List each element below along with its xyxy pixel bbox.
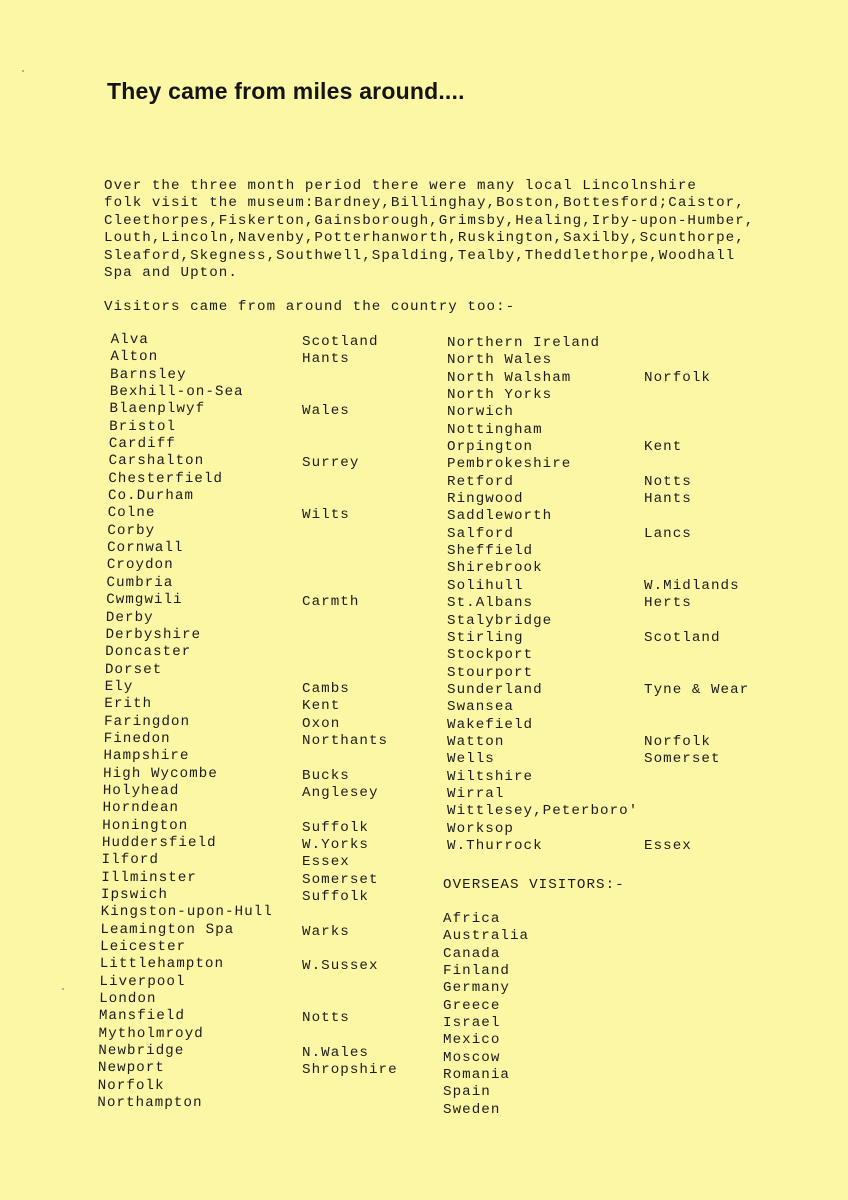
right-places-entry: Sunderland (447, 681, 543, 698)
right-places-entry: Solihull (447, 577, 524, 594)
right-places-entry: Swansea (447, 699, 514, 716)
left-places-entry: Leamington Spa (100, 921, 235, 938)
left-regions-entry: Northants (302, 732, 389, 749)
left-places-entry: High Wycombe (102, 765, 219, 782)
left-places-entry: Mytholmroyd (98, 1025, 204, 1042)
right-places-entry: Wells (447, 751, 495, 768)
left-regions-entry: Shropshire (302, 1062, 398, 1079)
left-regions-entry (302, 525, 398, 542)
left-places-entry: Chesterfield (108, 470, 224, 487)
right-places-entry: Nottingham (447, 421, 543, 438)
left-regions-entry: Oxon (302, 715, 341, 732)
right-places-entry: Stockport (447, 647, 534, 664)
left-places-entry: Derbyshire (105, 626, 202, 643)
left-places-entry: Hampshire (103, 748, 190, 765)
right-regions-entry (644, 769, 749, 786)
left-places-entry: Doncaster (105, 644, 192, 661)
right-places-entry: Stourport (447, 664, 534, 681)
right-places-entry: Shirebrook (447, 560, 543, 577)
right-regions-entry (644, 613, 749, 630)
left-regions-entry (302, 438, 398, 455)
left-regions-entry: Essex (302, 854, 350, 871)
left-places-entry: Derby (105, 609, 154, 626)
overseas-entry: Finland (443, 963, 510, 980)
right-places-entry: North Walsham (447, 369, 572, 386)
left-places-entry: Co.Durham (107, 488, 195, 505)
left-regions-entry (302, 906, 398, 923)
left-regions-entry: Warks (302, 923, 350, 940)
left-places-entry: Corby (107, 522, 156, 539)
left-places-entry: Leicester (99, 939, 187, 956)
left-regions-entry (302, 473, 398, 490)
right-regions-entry (644, 387, 749, 404)
right-regions-entry (644, 422, 749, 439)
right-places-entry: St.Albans (447, 595, 534, 612)
left-regions-entry: Hants (302, 351, 350, 368)
right-places-entry: Sheffield (447, 543, 534, 560)
right-regions-entry (644, 560, 749, 577)
left-places-entry: Cwmgwili (105, 592, 183, 609)
right-regions-entry: Somerset (644, 751, 721, 768)
right-regions-entry: W.Midlands (644, 577, 740, 594)
left-places-entry: Norfolk (97, 1077, 165, 1094)
right-regions-entry: Essex (644, 837, 692, 854)
left-places-entry: London (99, 991, 157, 1008)
left-regions-entry: Wales (302, 403, 350, 420)
left-regions-entry (302, 490, 398, 507)
left-regions-entry: Suffolk (302, 889, 369, 905)
left-regions-entry (302, 629, 398, 646)
left-places-entry: Bexhill-on-Sea (109, 384, 244, 401)
overseas-entry: Romania (443, 1067, 510, 1084)
right-regions-entry (644, 786, 749, 803)
right-regions-entry (644, 717, 749, 734)
right-places-entry: Wirral (447, 785, 505, 802)
right-places-entry: Norwich (447, 404, 514, 421)
left-regions-entry (302, 577, 398, 594)
left-regions-entry (302, 1097, 398, 1114)
right-regions-entry (644, 508, 749, 525)
right-regions-entry: Hants (644, 491, 692, 508)
right-regions-entry (644, 352, 749, 369)
left-places-entry: Faringdon (103, 713, 191, 730)
right-places-column (447, 335, 638, 855)
left-places-entry: Bristol (109, 418, 177, 435)
right-regions-entry (644, 543, 749, 560)
left-regions-entry: Wilts (302, 507, 350, 524)
left-places-entry: Alva (110, 332, 150, 348)
left-regions-entry (302, 1028, 398, 1045)
right-regions-entry (644, 803, 749, 820)
left-regions-entry: Kent (302, 698, 341, 715)
right-places-entry: Ringwood (447, 491, 524, 508)
country-heading: Visitors came from around the country too:- (104, 299, 516, 315)
left-regions-entry: Cambs (302, 680, 350, 697)
right-regions-entry (644, 665, 749, 682)
left-regions-entry: Bucks (302, 767, 350, 784)
right-regions-entry: Kent (644, 439, 683, 456)
left-places-entry: Ipswich (100, 887, 169, 903)
left-places-entry: Erith (104, 696, 153, 713)
paper-speck (22, 70, 24, 72)
overseas-entry: Greece (443, 997, 501, 1014)
left-regions-entry (302, 421, 398, 438)
overseas-heading: OVERSEAS VISITORS:- (443, 877, 625, 893)
left-places-entry: Finedon (103, 730, 171, 747)
left-places-entry: Carshalton (108, 453, 205, 470)
left-places-entry: Croydon (106, 557, 174, 574)
overseas-entry: Sweden (443, 1101, 501, 1118)
left-places-entry: Northampton (97, 1095, 203, 1112)
left-regions-entry (302, 941, 398, 958)
right-regions-entry (644, 456, 749, 473)
right-places-entry: Stalybridge (447, 612, 553, 629)
left-regions-entry (302, 1080, 398, 1097)
overseas-entry: Israel (443, 1015, 501, 1032)
right-regions-entry (644, 335, 749, 352)
overseas-entry: Mexico (443, 1032, 501, 1049)
right-places-entry: Northern Ireland (447, 335, 601, 351)
left-regions-entry: Anglesey (302, 784, 379, 801)
left-regions-entry (302, 386, 398, 403)
left-regions-entry (302, 369, 398, 386)
left-regions-entry: W.Sussex (302, 958, 379, 975)
left-regions-entry (302, 664, 398, 681)
left-places-entry: Mansfield (98, 1008, 186, 1025)
overseas-entry: Spain (443, 1084, 491, 1101)
right-regions-entry: Norfolk (644, 733, 711, 750)
right-places-entry: Wakefield (447, 716, 534, 733)
left-places-column (97, 332, 283, 1112)
overseas-column (443, 911, 529, 1119)
right-places-entry: Saddleworth (447, 508, 553, 525)
left-regions-entry (302, 802, 398, 819)
right-places-entry: Watton (447, 733, 505, 750)
left-regions-entry: Carmth (302, 594, 360, 611)
intro-paragraph: Over the three month period there were many local Lincolnshire folk visit the museum:Bardney,Billinghay,Boston,Bottesford;Caistor, Cleethorpes,Fiskerton,Gainsborough,Grimsby,Healing,Irby-upon-Humber, Louth,Lincoln,Navenby,Potterhanworth,Ruskington,Saxilby,Scunthorpe, Sleaford,Skegness,Southwell,Spalding,Tealby,Theddlethorpe,Woodhall Spa and Upton. (104, 178, 755, 282)
right-places-entry: Wittlesey,Peterboro' (447, 803, 639, 820)
left-places-entry: Cumbria (106, 574, 174, 591)
overseas-entry: Canada (443, 945, 501, 962)
left-places-entry: Cornwall (106, 540, 184, 557)
left-places-entry: Liverpool (99, 973, 186, 990)
left-places-entry: Horndean (102, 800, 180, 817)
left-regions-entry (302, 542, 398, 559)
left-places-entry: Kingston-upon-Hull (100, 904, 273, 921)
left-regions-entry: N.Wales (302, 1045, 369, 1062)
right-places-entry: Pembrokeshire (447, 456, 572, 473)
right-regions-entry: Scotland (644, 629, 721, 646)
left-regions-column (302, 334, 398, 1114)
overseas-entry: Africa (443, 911, 501, 927)
left-regions-entry: Scotland (302, 334, 379, 350)
overseas-entry: Germany (443, 980, 510, 997)
right-places-entry: Orpington (447, 439, 534, 456)
right-regions-column (644, 335, 749, 855)
left-regions-entry: Suffolk (302, 819, 369, 836)
left-regions-entry: Notts (302, 1010, 350, 1027)
left-places-entry: Dorset (104, 661, 163, 678)
right-places-entry: Stirling (447, 629, 524, 646)
overseas-entry: Moscow (443, 1049, 501, 1066)
right-regions-entry: Lancs (644, 525, 692, 542)
right-places-entry: Wiltshire (447, 768, 534, 785)
right-places-entry: Worksop (447, 820, 514, 837)
left-regions-entry (302, 559, 398, 576)
left-places-entry: Ilford (101, 852, 160, 869)
left-regions-entry (302, 976, 398, 993)
right-regions-entry (644, 821, 749, 838)
left-regions-entry: Somerset (302, 871, 379, 888)
left-regions-entry: Surrey (302, 455, 360, 472)
left-regions-entry (302, 612, 398, 629)
right-regions-entry: Herts (644, 595, 692, 612)
right-regions-entry: Tyne & Wear (644, 681, 750, 698)
left-places-entry: Honington (102, 817, 189, 834)
right-places-entry: Salford (447, 525, 514, 542)
left-places-entry: Colne (107, 505, 156, 522)
page-title: They came from miles around.... (107, 78, 465, 104)
left-regions-entry (302, 750, 398, 767)
left-regions-entry (302, 646, 398, 663)
left-places-entry: Alton (110, 349, 159, 366)
left-places-entry: Newport (97, 1060, 166, 1077)
left-places-entry: Illminster (101, 869, 198, 886)
right-regions-entry: Notts (644, 473, 692, 490)
left-places-entry: Ely (104, 678, 134, 695)
right-regions-entry (644, 404, 749, 421)
left-places-entry: Blaenplwyf (109, 401, 206, 418)
left-regions-entry: W.Yorks (302, 836, 369, 853)
right-places-entry: North Wales (447, 352, 553, 369)
left-places-entry: Cardiff (108, 436, 176, 453)
left-places-entry: Newbridge (98, 1043, 185, 1060)
left-places-entry: Holyhead (102, 782, 180, 799)
paper-speck (62, 988, 64, 990)
right-regions-entry: Norfolk (644, 369, 711, 386)
overseas-entry: Australia (443, 928, 530, 945)
left-regions-entry (302, 993, 398, 1010)
right-places-entry: Retford (447, 473, 514, 490)
right-regions-entry (644, 699, 749, 716)
right-places-entry: W.Thurrock (447, 837, 543, 854)
right-places-entry: North Yorks (447, 387, 553, 404)
left-places-entry: Barnsley (109, 366, 187, 383)
left-places-entry: Littlehampton (99, 956, 225, 973)
right-regions-entry (644, 647, 749, 664)
left-places-entry: Huddersfield (101, 834, 217, 851)
